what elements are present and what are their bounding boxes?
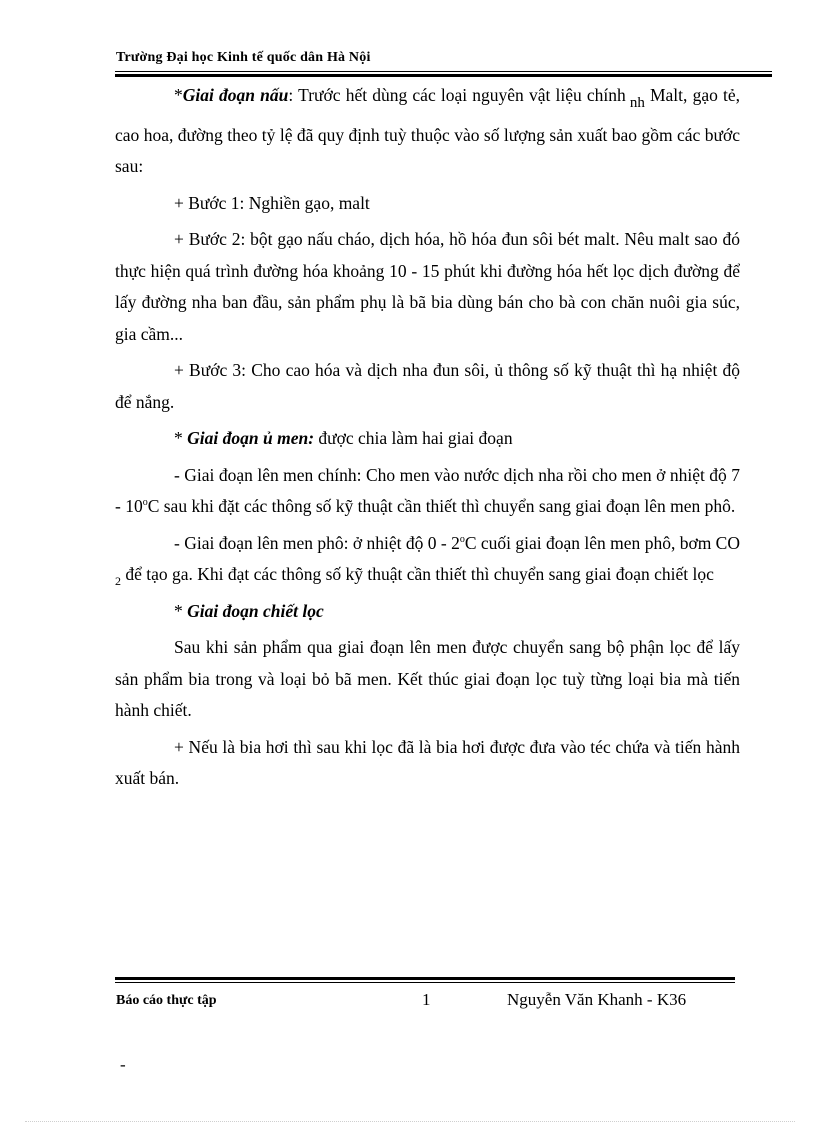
body-text (115, 80, 740, 800)
header-rule-thin (115, 71, 772, 72)
heading-giai-doan-chiet-loc: Giai đoạn chiết lọc (187, 600, 324, 621)
page-header-title: Trường Đại học Kinh tế quốc dân Hà Nội (116, 50, 371, 65)
footer-author: Nguyễn Văn Khanh - K36 (507, 990, 687, 1009)
header-rule-thick (115, 74, 772, 77)
paragraph-sau-khi-san-pham: Sau khi sản phẩm qua giai đoạn lên men được chuyển sang bộ phận lọc để lấy sản phẩm bia trong và loại bỏ bã men. Kết thúc giai đoạn lọc tuỳ từng loại bia mà tiến hành chiết. (115, 637, 740, 720)
footer-rule-thin (115, 982, 735, 983)
paragraph-len-men-chinh: - Giai đoạn lên men chính: Cho men vào nước dịch nha rồi cho men ở nhiệt độ 7 - 10$^o$C sau khi đặt các thông số kỹ thuật cần thiết thì chuyển sang giai đoạn lên men phô. (115, 464, 740, 516)
page-number: 1 (422, 990, 431, 1009)
paragraph-giai-doan-nau: *Giai đoạn nấu: Trước hết dùng các loại nguyên vật liệu chính nh Malt, gạo tẻ, cao hoa, đường theo tỷ lệ đã quy định tuỳ thuộc vào số lượng sản xuất bao gồm các bước sau: (115, 85, 741, 176)
heading-giai-doan-nau: Giai đoạn nấu (182, 85, 289, 105)
heading-giai-doan-u-men: Giai đoạn ủ men: (187, 428, 315, 448)
footer-rule-thick (115, 977, 735, 980)
paragraph-buoc-1: + Bước 1: Nghiền gạo, malt (174, 192, 370, 213)
bottom-dotted-divider (25, 1121, 795, 1122)
paragraph-giai-doan-u-men: * Giai đoạn ủ men: được chia làm hai giai đoạn (174, 428, 513, 448)
stray-dash: - (120, 1055, 126, 1074)
footer-report-label: Báo cáo thực tập (116, 993, 217, 1008)
paragraph-buoc-2: + Bước 2: bột gạo nấu cháo, dịch hóa, hồ hóa đun sôi bét malt. Nêu malt sao đó thực hiện quá trình đường hóa khoảng 10 - 15 phút khi đường hóa hết lọc dịch đường để lấy đường nha ban đầu, sản phẩm phụ là bã bia dùng bán cho bà con chăn nuôi gia súc, gia cầm... (115, 229, 740, 344)
paragraph-len-men-pho: - Giai đoạn lên men phô: ở nhiệt độ 0 - 2$^o$C cuối giai đoạn lên men phô, bơm CO $_2$ để tạo ga. Khi đạt các thông số kỹ thuật cần thiết thì chuyển sang giai đoạn chiết lọc (115, 532, 740, 588)
paragraph-giai-doan-chiet-loc: * Giai đoạn chiết lọc (174, 600, 324, 621)
paragraph-buoc-3: + Bước 3: Cho cao hóa và dịch nha đun sôi, ủ thông số kỹ thuật thì hạ nhiệt độ để nắng. (115, 360, 740, 412)
paragraph-bia-hoi: + Nếu là bia hơi thì sau khi lọc đã là bia hơi được đưa vào téc chứa và tiến hành xuất bán. (115, 736, 740, 788)
overlapping-fragment: nh (629, 95, 645, 111)
